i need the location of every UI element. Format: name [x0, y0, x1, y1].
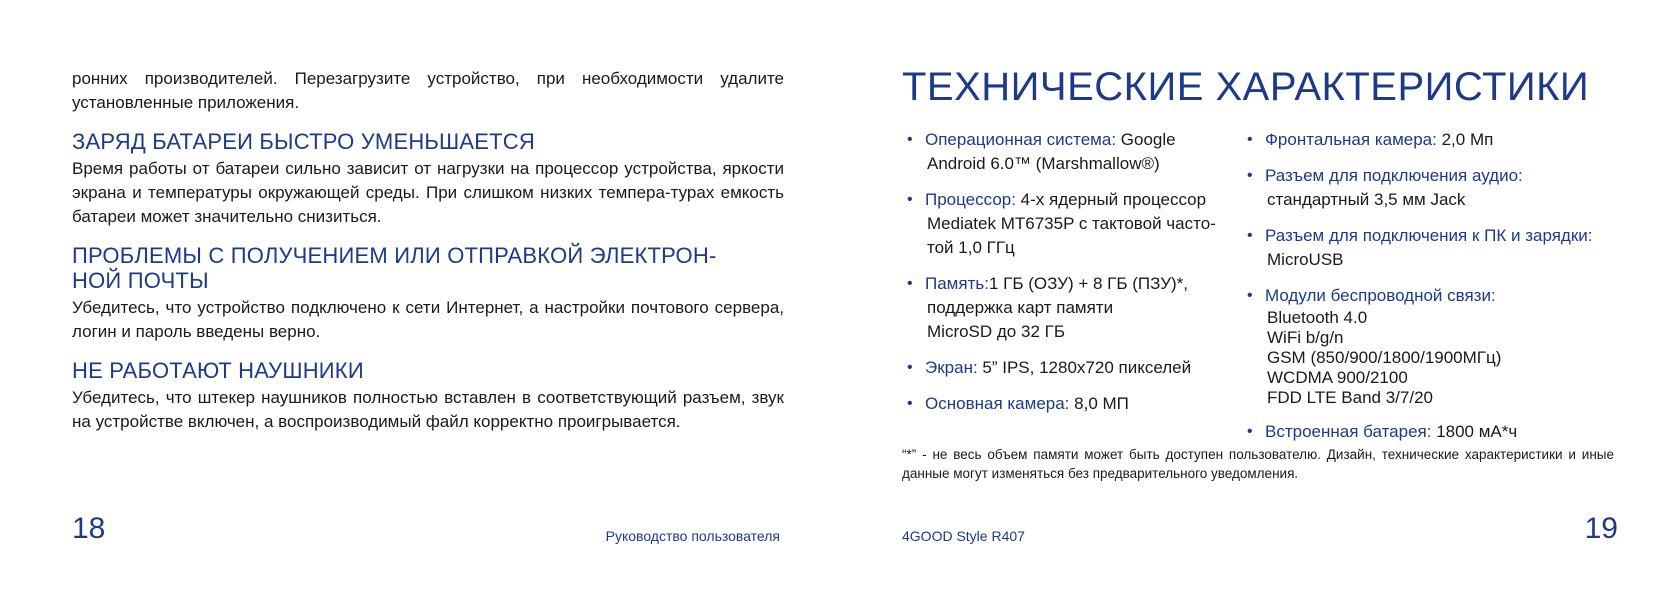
- spec-value: 1800 мА*ч: [1431, 422, 1518, 441]
- spec-value-line: Android 6.0™ (Marshmallow®): [927, 154, 1160, 173]
- spec-value-line: стандартный 3,5 мм Jack: [1267, 190, 1466, 209]
- spec-title: ТЕХНИЧЕСКИЕ ХАРАКТЕРИСТИКИ: [902, 65, 1590, 109]
- spec-item: [1247, 164, 1627, 212]
- spec-item: [1247, 128, 1627, 152]
- spec-value-line: поддержка карт памяти: [927, 298, 1114, 317]
- intro-text: ронних производителей. Перезагрузите устройство, при необходимости удалите установленные приложения.: [72, 69, 784, 112]
- right-page: [839, 0, 1678, 595]
- section-battery: [72, 129, 784, 229]
- spec-item: [1247, 420, 1627, 444]
- bullet-icon: •: [1247, 287, 1253, 304]
- page-number: 19: [1584, 512, 1618, 545]
- section-heading: НЕ РАБОТАЮТ НАУШНИКИ: [72, 358, 364, 383]
- section-text: Убедитесь, что устройство подключено к сети Интернет, а настройки почтового сервера, логин и пароль введены верно.: [72, 298, 784, 341]
- spec-first-line: [1265, 284, 1627, 308]
- spec-item: [907, 392, 1227, 416]
- footer-manual-title: Руководство пользователя: [605, 528, 780, 544]
- spec-value: 2,0 Мп: [1436, 130, 1494, 149]
- spec-value-line: Bluetooth 4.0: [1267, 308, 1368, 327]
- bullet-icon: •: [907, 359, 913, 376]
- spec-item: [907, 128, 1227, 176]
- spec-first-line: [1265, 420, 1627, 444]
- spec-value: Google: [1116, 130, 1176, 149]
- section-heading: ПРОБЛЕМЫ С ПОЛУЧЕНИЕМ ИЛИ ОТПРАВКОЙ ЭЛЕКТРОН-НОЙ ПОЧТЫ: [72, 243, 717, 293]
- spec-list-left: [907, 128, 1227, 428]
- spec-value: 5” IPS, 1280x720 пикселей: [977, 358, 1192, 377]
- section-headphones: [72, 358, 784, 434]
- spec-item: [1247, 284, 1627, 408]
- spec-value-line: MicroSD до 32 ГБ: [927, 322, 1065, 341]
- spec-first-line: [925, 272, 1227, 296]
- spec-first-line: [1265, 164, 1627, 188]
- bullet-icon: •: [907, 275, 913, 292]
- spec-first-line: [1265, 224, 1627, 248]
- bullet-icon: •: [907, 395, 913, 412]
- section-text: Убедитесь, что штекер наушников полностью вставлен в соответствующий разъем, звук на устройстве включен, а воспроизводимый файл корректно проигрывается.: [72, 388, 784, 431]
- spec-value-line: WiFi b/g/n: [1267, 328, 1344, 347]
- spec-label: Операционная система:: [925, 130, 1117, 149]
- bullet-icon: •: [1247, 227, 1253, 244]
- spec-value-line: GSM (850/900/1800/1900МГц): [1267, 348, 1502, 367]
- spec-first-line: [925, 356, 1227, 380]
- spec-first-line: [925, 188, 1227, 212]
- spec-value-line: той 1,0 ГГц: [927, 238, 1015, 257]
- spec-first-line: [925, 392, 1227, 416]
- spec-label: Модули беспроводной связи:: [1265, 286, 1496, 305]
- spec-value-line: Mediatek MT6735P с тактовой часто-: [927, 214, 1216, 233]
- spec-label: Основная камера:: [925, 394, 1070, 413]
- footer-model-name: 4GOOD Style R407: [902, 528, 1025, 544]
- bullet-icon: •: [907, 191, 913, 208]
- section-heading: ЗАРЯД БАТАРЕИ БЫСТРО УМЕНЬШАЕТСЯ: [72, 129, 535, 154]
- spec-label: Разъем для подключения к ПК и зарядки:: [1265, 226, 1593, 245]
- footnote: “*” - не весь объем памяти может быть доступен пользователю. Дизайн, технические характеристики и иные данные могут изменяться без предварительного уведомления.: [902, 447, 1614, 481]
- spec-item: [907, 356, 1227, 380]
- spec-value: 4-х ядерный процессор: [1015, 190, 1207, 209]
- spec-label: Разъем для подключения аудио:: [1265, 166, 1523, 185]
- spec-label: Фронтальная камера:: [1265, 130, 1437, 149]
- left-page-content: [72, 67, 784, 434]
- page-number: 18: [72, 512, 106, 545]
- bullet-icon: •: [1247, 131, 1253, 148]
- spec-label: Встроенная батарея:: [1265, 422, 1432, 441]
- spec-value: 1 ГБ (ОЗУ) + 8 ГБ (ПЗУ)*,: [988, 274, 1189, 293]
- spec-first-line: [1265, 128, 1627, 152]
- section-email: [72, 243, 784, 344]
- spec-label: Экран:: [925, 358, 978, 377]
- spec-label: Процессор:: [925, 190, 1016, 209]
- section-text: Время работы от батареи сильно зависит от нагрузки на процессор устройства, яркости экрана и температуры окружающей среды. При слишком низких темпера-турах емкость батареи может значительно снизиться.: [72, 159, 784, 226]
- spec-value: 8,0 МП: [1069, 394, 1129, 413]
- spec-item: [1247, 224, 1627, 272]
- spec-item: [907, 272, 1227, 344]
- spec-label: Память:: [925, 274, 989, 293]
- spec-value-line: FDD LTE Band 3/7/20: [1267, 388, 1433, 407]
- bullet-icon: •: [907, 131, 913, 148]
- spec-first-line: [925, 128, 1227, 152]
- spec-value-line: WCDMA 900/2100: [1267, 368, 1408, 387]
- bullet-icon: •: [1247, 423, 1253, 440]
- spec-list-right: [1247, 128, 1627, 456]
- spec-item: [907, 188, 1227, 260]
- spec-value-line: MicroUSB: [1267, 250, 1344, 269]
- bullet-icon: •: [1247, 167, 1253, 184]
